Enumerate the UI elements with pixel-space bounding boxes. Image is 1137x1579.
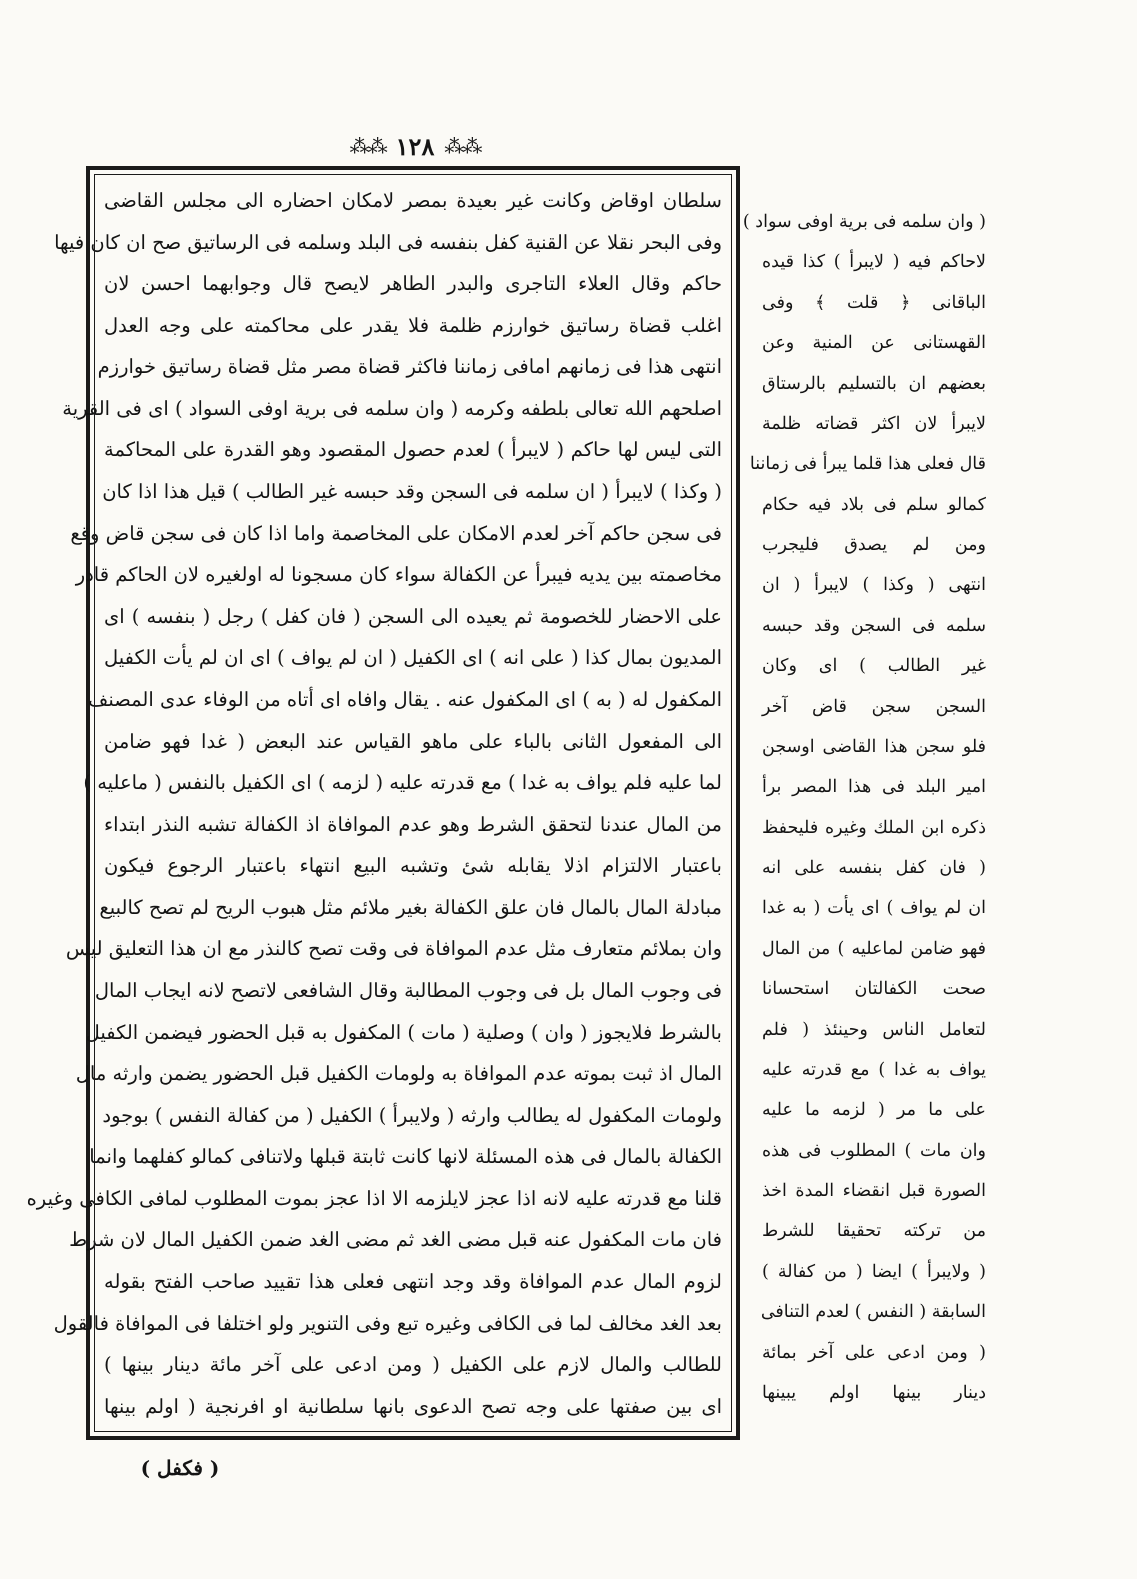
margin-text-line: دينار بينها اولم يبينها [762,1382,986,1403]
main-text-line: بعد الغد مخالف لما فى الكافى وغيره تبع وفى التنوير ولو اختلفا فى الموافاة فالقول [53,1311,722,1335]
main-text-line: بالشرط فلايجوز ( وان ) وصلية ( مات ) المكفول به قبل الحضور فيضمن الكفيل [85,1020,722,1044]
margin-text-line: سلمه فى السجن وقد حبسه [762,615,986,636]
margin-text-line: لاحاكم فيه ( لايبرأ ) كذا قيده [762,252,986,273]
main-text-line: الى المفعول الثانى بالباء على ماهو القياس عند البعض ( غدا فهو ضامن [104,729,722,753]
main-text-line: فى وجوب المال بل فى وجوب المطالبة وقال الشافعى لاتصح لانه ايجاب المال [94,978,722,1002]
page-number: ١٢٨ [395,131,435,161]
main-text-line: ( وكذا ) لايبرأ ( ان سلمه فى السجن وقد حبسه غير الطالب ) قيل هذا اذا كان [102,480,722,504]
main-text-body [26,182,722,1426]
margin-text-line: فلو سجن هذا القاضى اوسجن [762,736,986,757]
main-text-line: المكفول له ( به ) اى المكفول عنه . يقال وافاه اى أتاه من الوفاء عدى المصنف [88,687,722,711]
margin-text-line: ذكره ابن الملك وغيره فليحفظ [762,817,986,838]
margin-text-line: وان مات ) المطلوب فى هذه [762,1140,986,1161]
margin-text-line: غير الطالب ) اى وكان [762,656,986,677]
main-text-line: لما عليه فلم يواف به غدا ) مع قدرته عليه ( لزمه ) اى الكفيل بالنفس ( ماعليه ) [83,771,722,795]
main-text-line: اى بين صفتها على وجه تصح الدعوى بانها سلطانية او افرنجية ( اولم بينها [104,1394,722,1418]
main-text-line: وفى البحر نقلا عن القنية كفل بنفسه فى البلد وسلمه فى الرساتيق صح ان كان فيها [54,230,722,254]
margin-text-line: على ما مر ( لزمه ما عليه [762,1100,986,1121]
main-text-line: التى ليس لها حاكم ( لايبرأ ) لعدم حصول المقصود وهو القدرة على المحاكمة [104,438,722,462]
main-text-line: قلنا مع قدرته عليه لانه اذا عجز لايلزمه الا اذا عجز بموت المطلوب لمافى الكافى وغيره [26,1186,722,1210]
margin-text-line: صحت الكفالتان استحسانا [762,979,986,1000]
page-number-header [330,128,500,164]
catchword: ( فكفل ) [140,1456,220,1480]
margin-text-line: ان لم يواف ) اى يأت ( به غدا [762,898,986,919]
main-text-frame [26,166,740,1440]
main-text-line: لزوم المال عدم الموافاة وقد وجد انتهى فعلى هذا تقييد صاحب الفتح بقوله [104,1270,722,1294]
main-text-line: على الاحضار للخصومة ثم يعيده الى السجن ( فان كفل ) رجل ( بنفسه ) اى [104,604,722,628]
main-text-line: ولومات المكفول له يطالب وارثه ( ولايبرأ ) الكفيل ( من كفالة النفس ) بوجود [102,1103,722,1127]
margin-text-line: ( ولايبرأ ) ايضا ( من كفالة ) [762,1261,986,1282]
main-text-line: انتهى هذا فى زمانهم امافى زماننا فاكثر قضاة مصر مثل قضاة رساتيق خوارزم [97,355,722,379]
margin-text-line: امير البلد فى هذا المصر برأ [762,777,986,798]
margin-text-line: ( ومن ادعى على آخر بمائة [762,1342,986,1363]
margin-text-line: انتهى ( وكذا ) لايبرأ ( ان [762,575,986,596]
main-text-line: اغلب قضاة رساتيق خوارزم ظلمة فلا يقدر على محاكمته على وجه العدل [104,313,722,337]
main-text-line: باعتبار الالتزام اذلا يقابله شئ وتشبه البيع انتهاء باعتبار الرجوع فيكون [104,854,722,878]
margin-commentary [742,205,986,1410]
margin-text-line: لايبرأ لان اكثر قضاته ظلمة [762,413,986,434]
margin-text-line: الصورة قبل انقضاء المدة اخذ [762,1181,986,1201]
margin-text-line: كمالو سلم فى بلاد فيه حكام [762,494,986,515]
margin-text-line: بعضهم ان بالتسليم بالرستاق [762,373,986,394]
main-text-line: للطالب والمال لازم على الكفيل ( ومن ادعى على آخر مائة دينار بينها ) [104,1353,722,1377]
margin-text-line: لتعامل الناس وحينئذ ( فلم [762,1019,986,1040]
margin-text-line: ( فان كفل بنفسه على انه [762,858,986,878]
main-text-line: حاكم وقال العلاء التاجرى والبدر الطاهر لايصح قال وجوابهما احسن لان [104,272,722,296]
main-text-line: المديون بمال كذا ( على انه ) اى الكفيل ( ان لم يواف ) اى ان لم يأت الكفيل [104,646,722,670]
right-ornament-icon: ⁂⁂ [444,134,481,158]
margin-text-line: يواف به غدا ) مع قدرته عليه [762,1059,986,1080]
main-text-line: وان بملائم متعارف مثل عدم الموافاة فى وقت تصح كالنذر مع ان هذا التعليق ليس [65,937,722,961]
main-text-line: المال اذ ثبت بموته عدم الموافاة به ولومات الكفيل قبل الحضور يضمن وارثه مال [75,1062,722,1086]
main-text-line: مخاصمته بين يديه فيبرأ عن الكفالة سواء كان مسجونا له اولغيره لان الحاكم قادر [75,563,722,587]
main-text-line: من المال عندنا لتحقق الشرط وهو عدم الموافاة اذ الكفالة تشبه النذر ابتداء [104,812,722,836]
main-text-line: الكفالة بالمال فى هذه المسئلة لانها كانت ثابتة قبلها ولاتنافى كمالو كفلهما وانما [89,1145,722,1169]
margin-text-line: الباقانى ﴿ قلت ﴾ وفى [762,292,986,313]
margin-text-line: فهو ضامن لماعليه ) من المال [762,938,986,959]
margin-text-line: السجن سجن قاض آخر [762,696,986,717]
main-text-line: اصلحهم الله تعالى بلطفه وكرمه ( وان سلمه فى برية اوفى السواد ) اى فى القرية [62,396,722,420]
left-ornament-icon: ⁂⁂ [349,134,386,158]
margin-text-line: السابقة ( النفس ) لعدم التنافى [760,1302,986,1323]
main-text-line: فى سجن حاكم آخر لعدم الامكان على المخاصمة واما اذا كان فى سجن قاض وقع [70,521,722,545]
margin-text-line: ومن لم يصدق فليجرب [762,535,986,555]
main-text-line: سلطان اوقاض وكانت غير بعيدة بمصر لامكان احضاره الى مجلس القاضى [104,189,722,212]
main-text-line: فان مات المكفول عنه قبل مضى الغد ثم مضى الغد ضمن الكفيل المال لان شرط [69,1228,722,1252]
margin-text-line: من تركته تحقيقا للشرط [762,1221,986,1242]
main-text-line: مبادلة المال بالمال فان علق الكفالة بغير ملائم مثل هبوب الريح لم تصح كالبيع [99,895,722,919]
margin-text-line: ( وان سلمه فى برية اوفى سواد ) [742,212,986,232]
margin-text-line: قال فعلى هذا قلما يبرأ فى زماننا [749,454,986,475]
margin-text-line: القهستانى عن المنية وعن [762,333,986,354]
